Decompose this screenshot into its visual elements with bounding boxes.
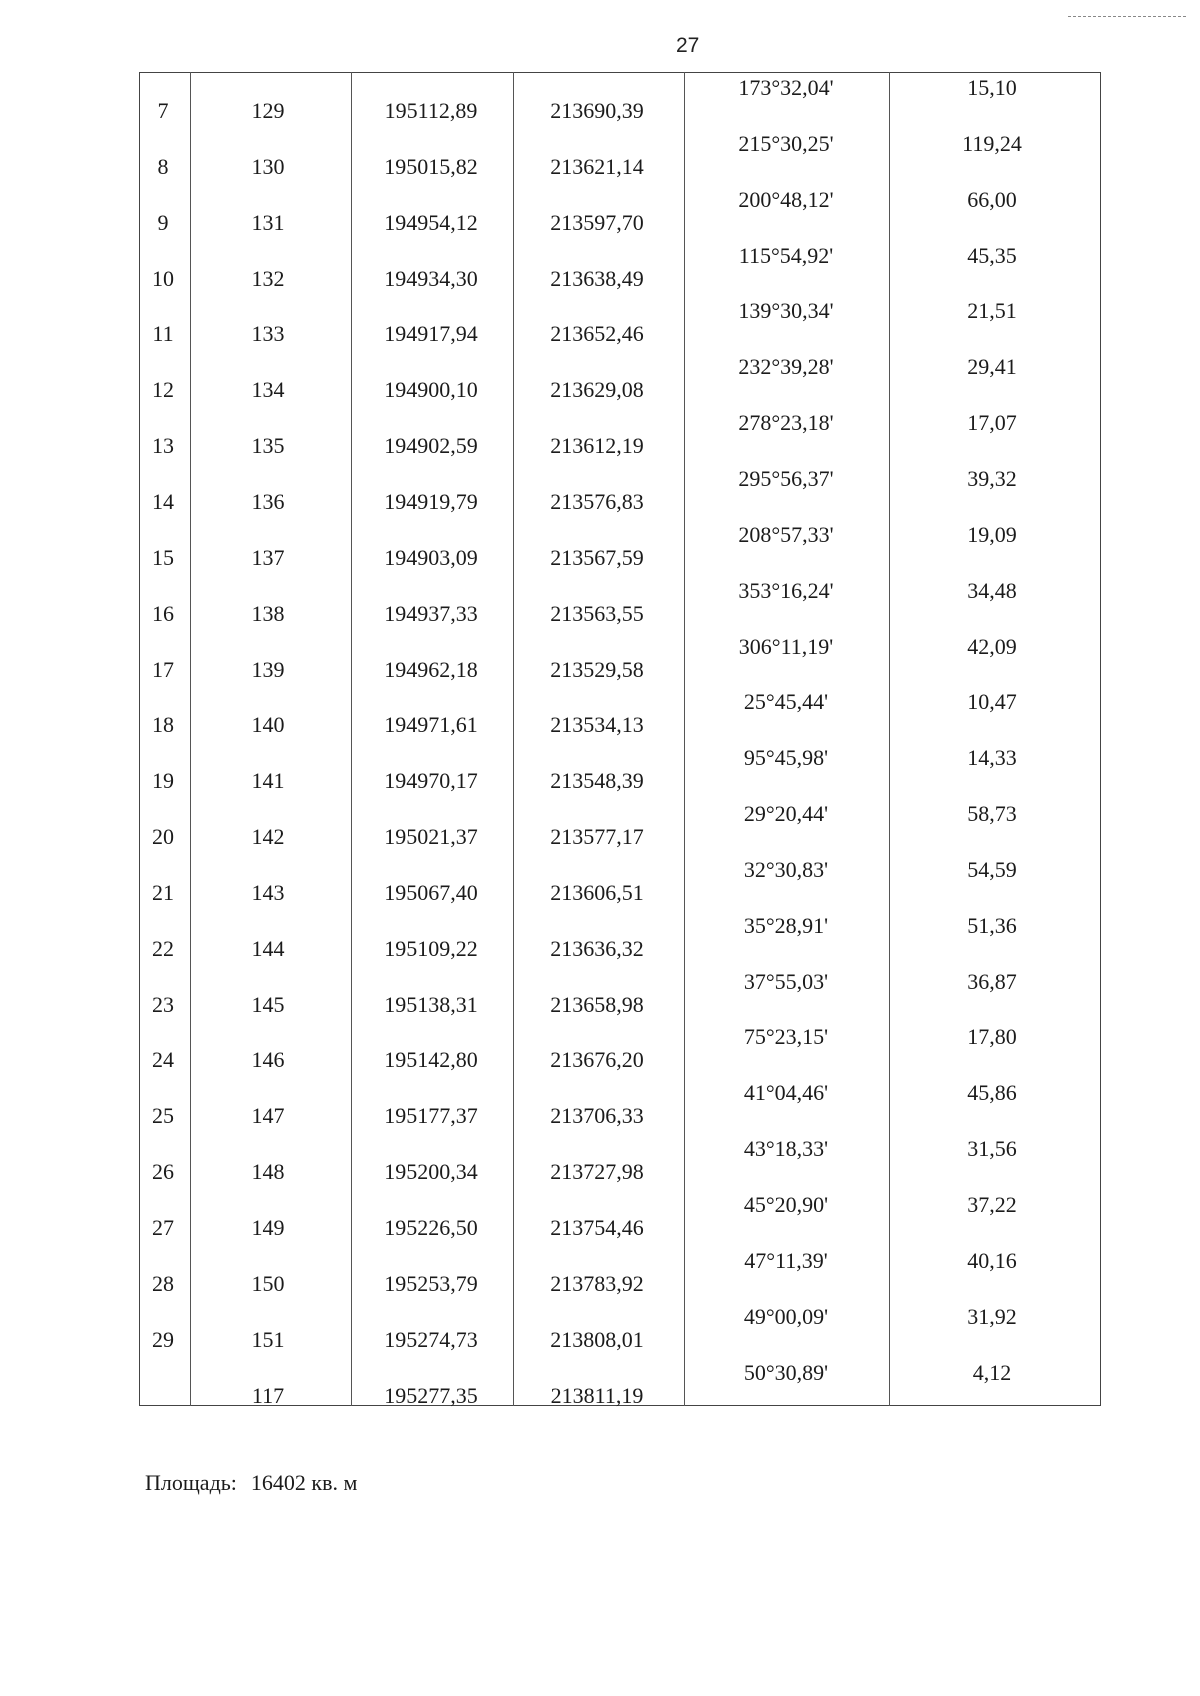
- direction-angle-cell: 32°30,83': [743, 856, 829, 882]
- segment-length-cell: 17,80: [967, 1024, 1017, 1050]
- area-summary: [145, 1470, 357, 1496]
- y-coordinate-cell: 213676,20: [550, 1047, 644, 1073]
- y-coordinate-cell: 213567,59: [550, 544, 644, 570]
- point-id-cell: 147: [251, 1103, 285, 1129]
- point-id-cell: 142: [251, 824, 285, 850]
- row-number-cell: 10: [152, 265, 174, 291]
- column-divider: [684, 72, 685, 1406]
- y-coordinate-cell: 213576,83: [550, 488, 644, 514]
- point-id-cell: 139: [251, 656, 285, 682]
- segment-length-cell: 51,36: [967, 912, 1017, 938]
- row-number-cell: 14: [152, 488, 174, 514]
- column-divider: [190, 72, 191, 1406]
- row-number-cell: 16: [152, 600, 174, 626]
- segment-length-cell: 54,59: [967, 856, 1017, 882]
- segment-length-cell: 29,41: [967, 354, 1017, 380]
- segment-length-cell: 36,87: [967, 968, 1017, 994]
- x-coordinate-cell: 195142,80: [384, 1047, 478, 1073]
- segment-length-cell: 119,24: [962, 130, 1022, 156]
- direction-angle-cell: 75°23,15': [743, 1024, 829, 1050]
- x-coordinate-cell: 195253,79: [384, 1270, 478, 1296]
- direction-angle-cell: 29°20,44': [743, 801, 829, 827]
- segment-length-cell: 31,56: [967, 1136, 1017, 1162]
- point-id-cell: 137: [251, 544, 285, 570]
- direction-angle-cell: 47°11,39': [744, 1247, 828, 1273]
- x-coordinate-cell: 194917,94: [384, 321, 478, 347]
- x-coordinate-cell: 195015,82: [384, 153, 478, 179]
- y-coordinate-cell: 213577,17: [550, 824, 644, 850]
- area-value: 16402 кв. м: [250, 1470, 358, 1495]
- point-id-cell: 117: [251, 1382, 285, 1408]
- y-coordinate-cell: 213754,46: [550, 1215, 644, 1240]
- y-coordinate-cell: 213783,92: [550, 1270, 644, 1296]
- segment-length-cell: 4,12: [972, 1359, 1012, 1385]
- y-coordinate-cell: 213612,19: [550, 433, 644, 459]
- x-coordinate-cell: 195226,50: [384, 1215, 478, 1240]
- direction-angle-cell: 37°55,03': [743, 968, 829, 994]
- x-coordinate-cell: 195138,31: [384, 991, 478, 1017]
- direction-angle-cell: 200°48,12': [738, 186, 834, 212]
- row-number-cell: 22: [152, 935, 174, 961]
- direction-angle-cell: 139°30,34': [738, 298, 834, 324]
- x-coordinate-cell: 194934,30: [384, 265, 478, 291]
- direction-angle-cell: 50°30,89': [743, 1359, 829, 1385]
- y-coordinate-cell: 213727,98: [550, 1159, 644, 1185]
- segment-length-cell: 42,09: [967, 633, 1017, 659]
- direction-angle-cell: 25°45,44': [743, 689, 829, 715]
- x-coordinate-cell: 195112,89: [384, 98, 478, 123]
- y-coordinate-cell: 213548,39: [550, 768, 644, 794]
- direction-angle-cell: 35°28,91': [743, 912, 829, 938]
- x-coordinate-cell: 194919,79: [384, 488, 478, 514]
- column-divider: [351, 72, 352, 1406]
- point-id-cell: 145: [251, 991, 285, 1017]
- segment-length-cell: 17,07: [967, 410, 1017, 436]
- point-id-cell: 146: [251, 1047, 285, 1073]
- direction-angle-cell: 43°18,33': [743, 1136, 829, 1162]
- x-coordinate-cell: 195067,40: [384, 879, 478, 905]
- point-id-cell: 136: [251, 488, 285, 514]
- segment-length-cell: 37,22: [967, 1192, 1017, 1217]
- point-id-cell: 134: [251, 377, 285, 403]
- x-coordinate-cell: 194971,61: [384, 712, 478, 738]
- direction-angle-cell: 49°00,09': [743, 1303, 829, 1329]
- direction-angle-cell: 45°20,90': [743, 1192, 829, 1217]
- direction-angle-cell: 208°57,33': [738, 521, 834, 547]
- row-number-cell: 13: [152, 433, 174, 459]
- y-coordinate-cell: 213690,39: [550, 98, 644, 123]
- direction-angle-cell: 278°23,18': [738, 410, 834, 436]
- y-coordinate-cell: 213621,14: [550, 153, 644, 179]
- row-number-cell: 26: [152, 1159, 174, 1185]
- scan-mark: [1068, 16, 1186, 17]
- segment-length-cell: 10,47: [967, 689, 1017, 715]
- segment-length-cell: 19,09: [967, 521, 1017, 547]
- x-coordinate-cell: 194900,10: [384, 377, 478, 403]
- row-number-cell: 15: [152, 544, 174, 570]
- y-coordinate-cell: 213563,55: [550, 600, 644, 626]
- y-coordinate-cell: 213534,13: [550, 712, 644, 738]
- x-coordinate-cell: 194902,59: [384, 433, 478, 459]
- row-number-cell: 19: [152, 768, 174, 794]
- segment-length-cell: 21,51: [967, 298, 1017, 324]
- point-id-cell: 132: [251, 265, 285, 291]
- segment-length-cell: 14,33: [967, 745, 1017, 771]
- row-number-cell: 29: [152, 1326, 174, 1352]
- point-id-cell: 144: [251, 935, 285, 961]
- point-id-cell: 135: [251, 433, 285, 459]
- row-number-cell: 7: [157, 98, 169, 123]
- row-number-cell: 25: [152, 1103, 174, 1129]
- row-number-cell: 11: [152, 321, 174, 347]
- column-divider: [513, 72, 514, 1406]
- area-label: Площадь:: [145, 1470, 237, 1495]
- point-id-cell: 131: [251, 209, 285, 235]
- y-coordinate-cell: 213706,33: [550, 1103, 644, 1129]
- segment-length-cell: 45,35: [967, 242, 1017, 268]
- x-coordinate-cell: 195277,35: [384, 1382, 478, 1408]
- x-coordinate-cell: 194954,12: [384, 209, 478, 235]
- x-coordinate-cell: 194962,18: [384, 656, 478, 682]
- row-number-cell: 27: [152, 1215, 174, 1240]
- point-id-cell: 138: [251, 600, 285, 626]
- x-coordinate-cell: 194970,17: [384, 768, 478, 794]
- row-number-cell: 12: [152, 377, 174, 403]
- page-number: 27: [676, 34, 700, 57]
- y-coordinate-cell: 213629,08: [550, 377, 644, 403]
- direction-angle-cell: 173°32,04': [738, 75, 834, 100]
- x-coordinate-cell: 194903,09: [384, 544, 478, 570]
- row-number-cell: 23: [152, 991, 174, 1017]
- x-coordinate-cell: 195021,37: [384, 824, 478, 850]
- y-coordinate-cell: 213811,19: [550, 1382, 644, 1408]
- row-number-cell: 24: [152, 1047, 174, 1073]
- segment-length-cell: 66,00: [967, 186, 1017, 212]
- direction-angle-cell: 353°16,24': [738, 577, 834, 603]
- row-number-cell: 20: [152, 824, 174, 850]
- y-coordinate-cell: 213529,58: [550, 656, 644, 682]
- x-coordinate-cell: 195177,37: [384, 1103, 478, 1129]
- direction-angle-cell: 215°30,25': [738, 130, 834, 156]
- point-id-cell: 129: [251, 98, 285, 123]
- row-number-cell: 28: [152, 1270, 174, 1296]
- row-number-cell: 21: [152, 879, 174, 905]
- y-coordinate-cell: 213597,70: [550, 209, 644, 235]
- y-coordinate-cell: 213652,46: [550, 321, 644, 347]
- point-id-cell: 140: [251, 712, 285, 738]
- point-id-cell: 133: [251, 321, 285, 347]
- row-number-cell: 18: [152, 712, 174, 738]
- point-id-cell: 143: [251, 879, 285, 905]
- y-coordinate-cell: 213636,32: [550, 935, 644, 961]
- column-divider: [889, 72, 890, 1406]
- y-coordinate-cell: 213638,49: [550, 265, 644, 291]
- point-id-cell: 151: [251, 1326, 285, 1352]
- direction-angle-cell: 295°56,37': [738, 465, 834, 491]
- point-id-cell: 148: [251, 1159, 285, 1185]
- point-id-cell: 150: [251, 1270, 285, 1296]
- x-coordinate-cell: 195109,22: [384, 935, 478, 961]
- row-number-cell: 17: [152, 656, 174, 682]
- x-coordinate-cell: 195274,73: [384, 1326, 478, 1352]
- y-coordinate-cell: 213808,01: [550, 1326, 644, 1352]
- segment-length-cell: 58,73: [967, 801, 1017, 827]
- point-id-cell: 149: [251, 1215, 285, 1240]
- row-number-cell: 8: [157, 153, 169, 179]
- point-id-cell: 130: [251, 153, 285, 179]
- segment-length-cell: 39,32: [967, 465, 1017, 491]
- x-coordinate-cell: 194937,33: [384, 600, 478, 626]
- segment-length-cell: 15,10: [967, 75, 1017, 100]
- y-coordinate-cell: 213658,98: [550, 991, 644, 1017]
- segment-length-cell: 40,16: [967, 1247, 1017, 1273]
- point-id-cell: 141: [251, 768, 285, 794]
- direction-angle-cell: 115°54,92': [738, 242, 834, 268]
- row-number-cell: 9: [157, 209, 169, 235]
- x-coordinate-cell: 195200,34: [384, 1159, 478, 1185]
- direction-angle-cell: 306°11,19': [738, 633, 834, 659]
- direction-angle-cell: 232°39,28': [738, 354, 834, 380]
- segment-length-cell: 45,86: [967, 1080, 1017, 1106]
- direction-angle-cell: 41°04,46': [743, 1080, 829, 1106]
- y-coordinate-cell: 213606,51: [550, 879, 644, 905]
- direction-angle-cell: 95°45,98': [743, 745, 829, 771]
- segment-length-cell: 34,48: [967, 577, 1017, 603]
- segment-length-cell: 31,92: [967, 1303, 1017, 1329]
